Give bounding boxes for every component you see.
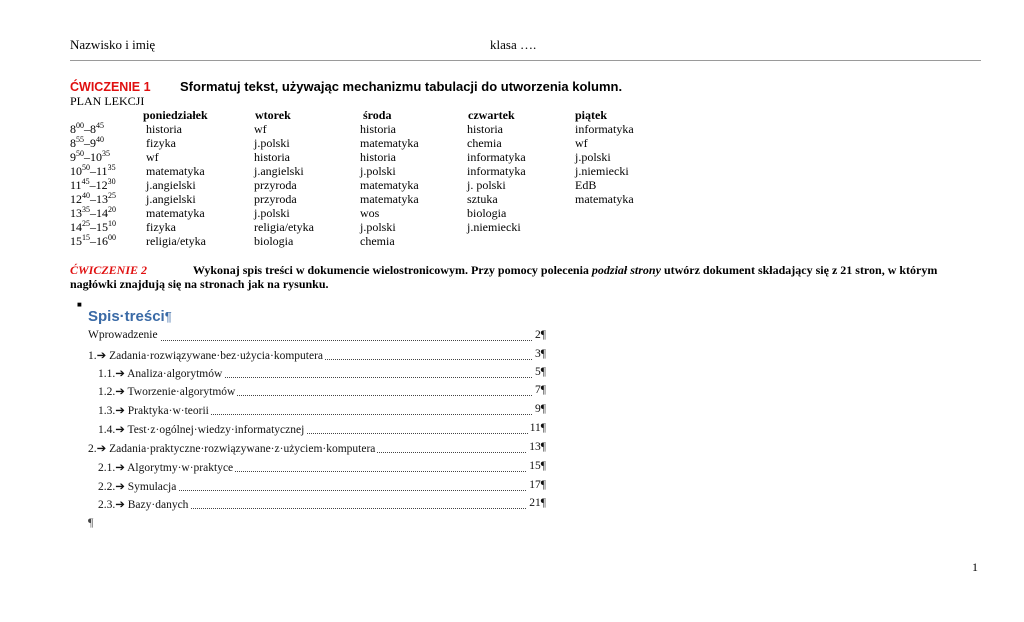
name-label: Nazwisko i imię [70,37,156,52]
time-slot: $10^{50}-11^{35}$ [70,163,116,178]
schedule-cell: j.polski [360,220,396,234]
bullet-marker: ■ [77,300,82,309]
toc-entry-text: Wprowadzenie [88,329,158,341]
schedule-cell: j.polski [254,206,290,220]
time-slot: $8^{55}-9^{40}$ [70,135,104,150]
time-slot: $9^{50}-10^{35}$ [70,149,110,164]
toc-entry-page: 2¶ [535,329,546,341]
toc-entry-page: 7¶ [535,384,546,396]
schedule-cell: j.angielski [146,192,196,206]
schedule-cell: biologia [467,206,507,220]
schedule-cell: EdB [575,178,597,192]
schedule-cell: informatyka [467,150,526,164]
toc-entry-text: 2.1.➔ Algorytmy·w·praktyce [98,462,234,474]
exercise2-text-part2: utwórz dokument składający się z 21 stron, w którym [660,263,938,277]
schedule-cell: matematyka [146,164,205,178]
exercise2-label: ĆWICZENIE 2 [70,263,148,277]
toc-entry-page: 13¶ [529,441,546,453]
schedule-cell: historia [360,150,396,164]
schedule-cell: historia [467,122,503,136]
toc-entry-text: 1.3.➔ Praktyka·w·teorii [98,405,209,417]
time-slot: $14^{25}-15^{10}$ [70,219,116,234]
schedule-cell: historia [146,122,182,136]
schedule-cell: j.polski [360,164,396,178]
schedule-cell: matematyka [575,192,634,206]
toc-image [86,304,556,530]
toc-entry-text: 1.2.➔ Tworzenie·algorytmów [98,386,236,398]
toc-entry [98,479,546,495]
exercise2-text-line2: nagłówki znajdują się na stronach jak na rysunku. [70,277,329,291]
toc-entry-page: 11¶ [529,422,546,434]
schedule-cell: chemia [360,234,395,248]
schedule-cell: matematyka [360,136,419,150]
plan-title: PLAN LEKCJI [70,94,145,108]
toc-entry [98,403,546,419]
toc-entry-page: 3¶ [535,348,546,360]
toc-entry [88,441,546,457]
toc-entry-page: 9¶ [535,403,546,415]
day-header: czwartek [468,108,515,122]
schedule-cell: matematyka [146,206,205,220]
header-divider [70,60,981,61]
end-pilcrow: ¶ [88,515,94,529]
time-slot: $12^{40}-13^{25}$ [70,191,116,206]
schedule-cell: j.polski [254,136,290,150]
toc-entry [98,422,546,438]
schedule-cell: j.niemiecki [575,164,629,178]
schedule-cell: informatyka [467,164,526,178]
toc-entry [98,497,546,513]
schedule-cell: fizyka [146,220,176,234]
schedule-cell: wf [575,136,588,150]
schedule-cell: chemia [467,136,502,150]
time-slot: $13^{35}-14^{20}$ [70,205,116,220]
toc-entry [88,329,546,345]
toc-title: Spis·treści¶ [88,308,172,325]
time-slot: $15^{15}-16^{00}$ [70,233,116,248]
schedule-cell: matematyka [360,178,419,192]
schedule-cell: religia/etyka [146,234,206,248]
toc-entry-text: 2.2.➔ Symulacja [98,481,177,493]
schedule-cell: przyroda [254,178,297,192]
schedule-cell: informatyka [575,122,634,136]
day-header: poniedziałek [143,108,208,122]
schedule-cell: historia [254,150,290,164]
time-slot: $8^{00}-8^{45}$ [70,121,104,136]
toc-entry-text: 2.➔ Zadania·praktyczne·rozwiązywane·z·użyciem·komputera [88,443,376,455]
schedule-cell: wf [146,150,159,164]
schedule-cell: historia [360,122,396,136]
toc-entry-text: 2.3.➔ Bazy·danych [98,499,189,511]
exercise2-text-italic: podział strony [591,263,661,277]
schedule-cell: religia/etyka [254,220,314,234]
schedule-cell: biologia [254,234,294,248]
schedule-cell: wf [254,122,267,136]
toc-entry-text: 1.4.➔ Test·z·ogólnej·wiedzy·informatycznej [98,424,305,436]
toc-entry-page: 21¶ [529,497,546,509]
schedule-cell: j.angielski [146,178,196,192]
schedule-cell: matematyka [360,192,419,206]
exercise2-text-part1: Wykonaj spis treści w dokumencie wielostronicowym. Przy pomocy polecenia [192,263,592,277]
schedule-cell: j.niemiecki [467,220,521,234]
toc-entry-text: 1.➔ Zadania·rozwiązywane·bez·użycia·komputera [88,350,324,362]
toc-entry [98,460,546,476]
toc-entry-text: 1.1.➔ Analiza·algorytmów [98,368,223,380]
schedule-cell: przyroda [254,192,297,206]
toc-entry [88,348,546,364]
toc-entry-page: 15¶ [529,460,546,472]
schedule-cell: fizyka [146,136,176,150]
exercise1-label: ĆWICZENIE 1 [70,80,151,94]
day-header: piątek [575,108,608,122]
schedule-cell: j.angielski [254,164,304,178]
schedule-cell: sztuka [467,192,498,206]
class-label: klasa …. [490,37,537,52]
toc-entry [98,384,546,400]
toc-entry-page: 5¶ [535,366,546,378]
page-number: 1 [972,560,978,574]
exercise1-instruction: Sformatuj tekst, używając mechanizmu tabulacji do utworzenia kolumn. [180,79,623,94]
day-header: wtorek [255,108,291,122]
exercise2-paragraph [70,263,937,278]
time-slot: $11^{45}-12^{30}$ [70,177,116,192]
toc-entry [98,366,546,382]
schedule-cell: j. polski [467,178,506,192]
schedule-cell: wos [360,206,380,220]
day-header: środa [363,108,392,122]
schedule-cell: j.polski [575,150,611,164]
toc-entry-page: 17¶ [529,479,546,491]
